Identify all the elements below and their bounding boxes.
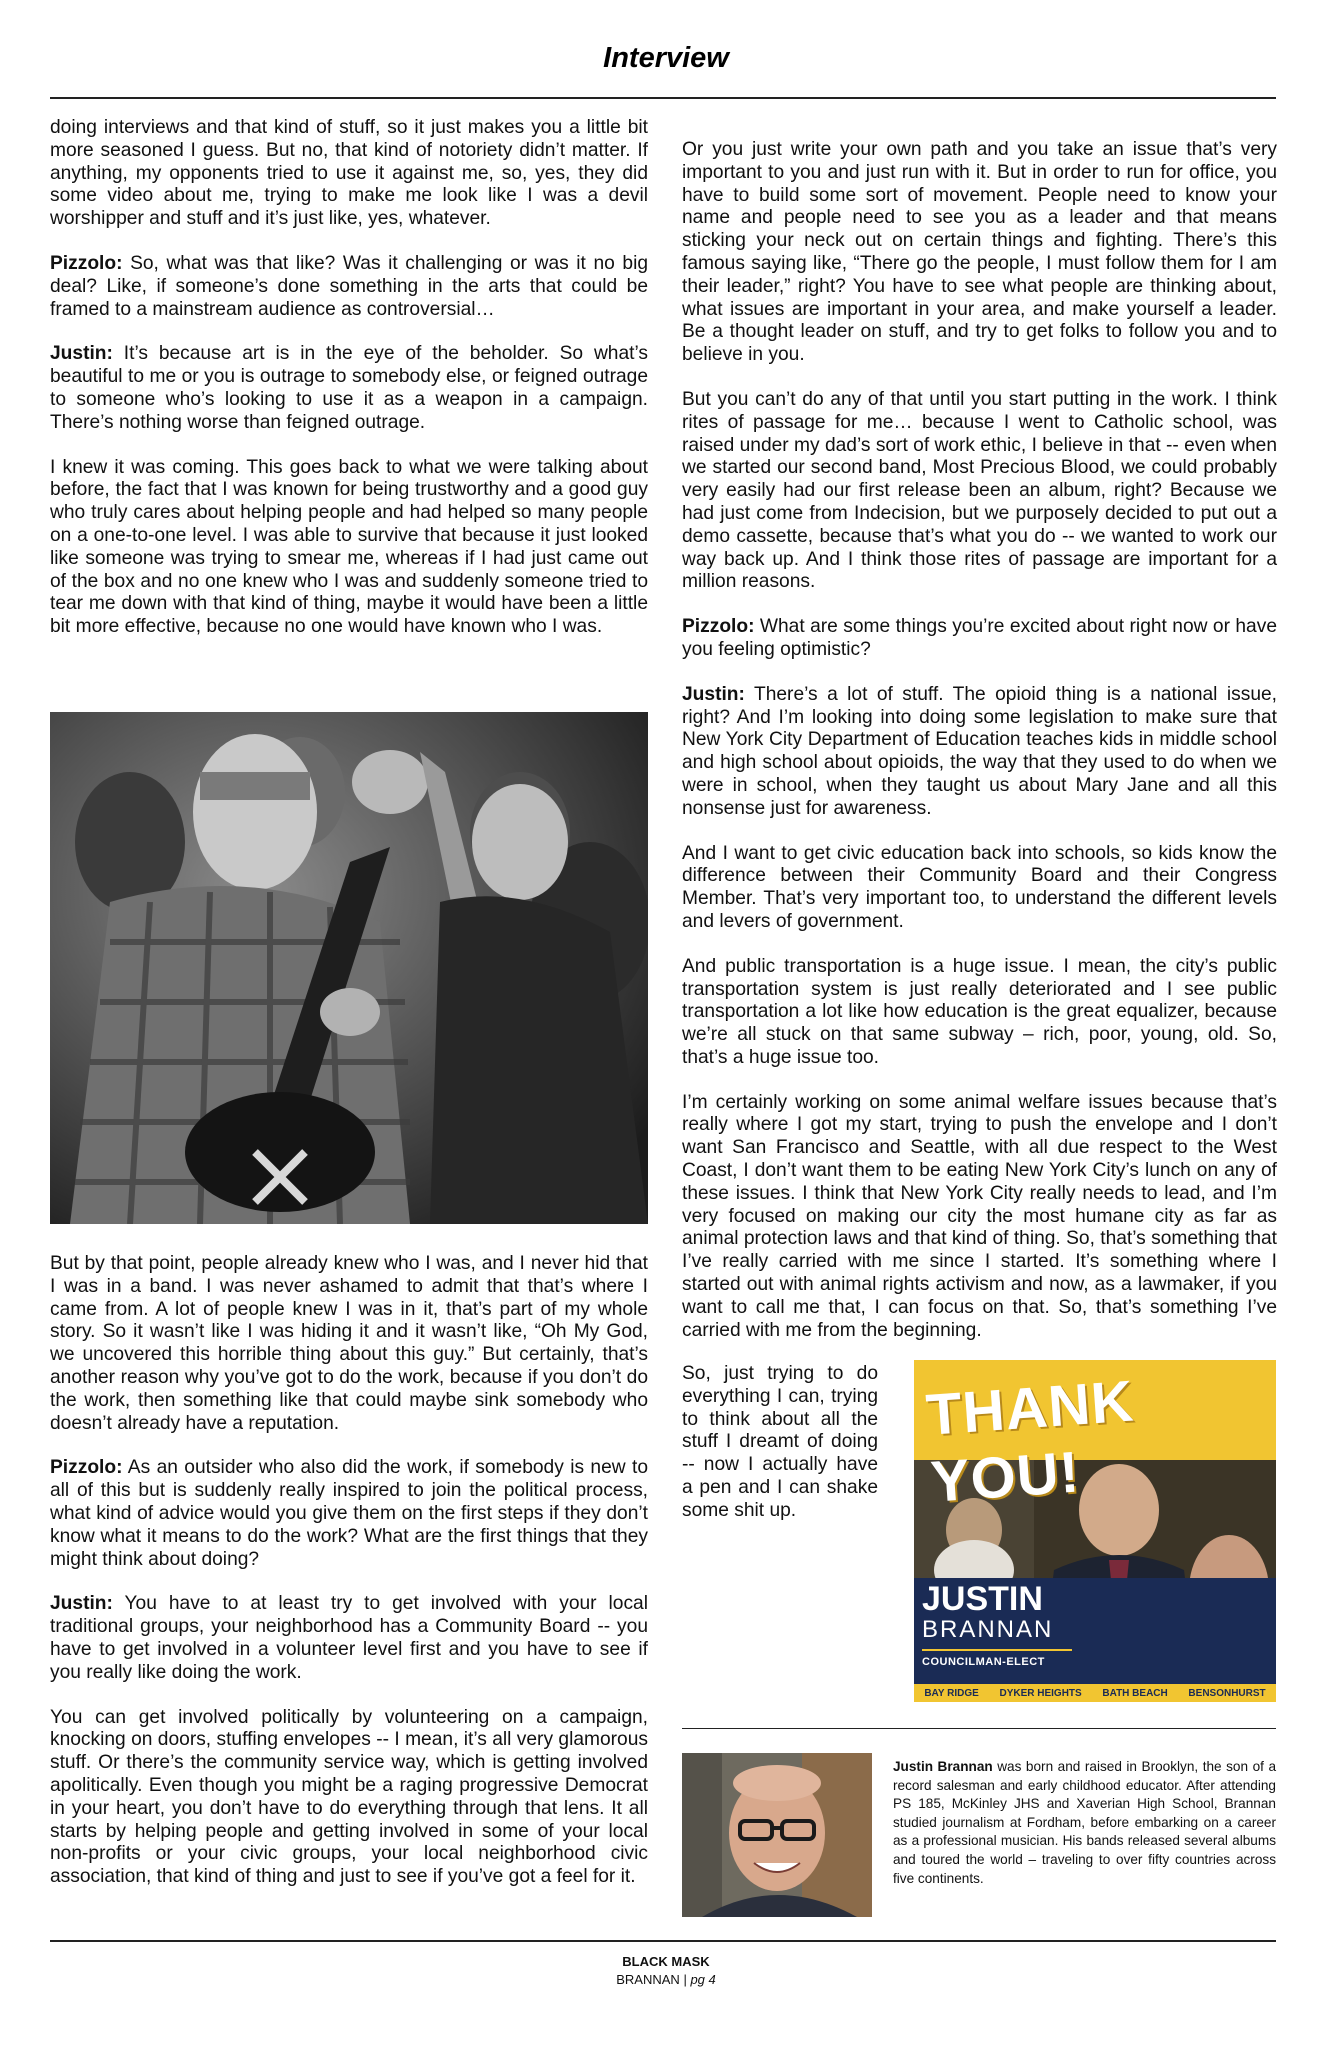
speaker-label: Justin:	[50, 1593, 113, 1615]
footer-separator: |	[683, 1972, 687, 1987]
poster-headline: THANK YOU!	[924, 1368, 1137, 1515]
author-bio	[893, 1758, 1276, 1888]
right-column	[682, 139, 1277, 1364]
paragraph: Justin: There’s a lot of stuff. The opioid thing is a national issue, right? And I’m looking into doing some legislation to make sure that New York City Department of Education teaches kids in middle school and high school about opioids, the way that they used to do when we were in school, when they taught us about Mary Jane and all this nonsense just for awareness.	[682, 683, 1277, 819]
footer-subject: BRANNAN	[616, 1972, 680, 1987]
header-rule	[50, 97, 1276, 99]
neighborhood-label: BAY RIDGE	[924, 1687, 979, 1699]
left-column-top	[50, 117, 648, 661]
footer-magazine-name: BLACK MASK	[622, 1954, 710, 1969]
left-column-bottom	[50, 1253, 648, 1911]
section-title: Interview	[603, 42, 729, 74]
paragraph: I knew it was coming. This goes back to what we were talking about before, the fact that I was known for being trustworthy and a good guy who truly cares about helping people and had helped so many people on a one-to-one level. I was able to survive that because it just looked like someone was trying to smear me, whereas if I had just came out of the box and no one knew who I was and suddenly someone tried to tear me down with that kind of thing, maybe it would have been a little bit more effective, because no one would have known who I was.	[50, 456, 648, 638]
paragraph: But you can’t do any of that until you start putting in the work. I think rites of passage for me… because I went to Catholic school, was raised under my dad’s sort of work ethic, I believe in that -- even when we started our second band, Most Precious Blood, we could probably very easily had our first release been an album, right? Because we had just come from Indecision, but we purposely decided to put out a demo cassette, because that’s what you do -- we wanted to work our way back up. And I think those rites of passage are important for a million reasons.	[682, 388, 1277, 593]
bio-rule	[682, 1728, 1276, 1729]
paragraph: And I want to get civic education back into schools, so kids know the difference between their Community Board and their Congress Member. That’s very important too, to understand the different levels and levers of government.	[682, 842, 1277, 932]
neighborhood-label: BENSONHURST	[1188, 1687, 1266, 1699]
neighborhood-label: DYKER HEIGHTS	[999, 1687, 1082, 1699]
paragraph: Justin: You have to at least try to get involved with your local traditional groups, your neighborhood has a Community Board -- you have to get involved in a volunteer level first and you have to see if you really like doing the work.	[50, 1593, 648, 1683]
footer-page-info	[0, 1972, 1332, 1987]
poster-role: COUNCILMAN-ELECT	[922, 1656, 1045, 1668]
thank-you-poster	[914, 1360, 1276, 1702]
poster-last-name: BRANNAN	[922, 1616, 1054, 1643]
speaker-label: Justin:	[682, 683, 745, 705]
concert-photo	[50, 712, 648, 1224]
paragraph: And public transportation is a huge issue. I mean, the city’s public transportation system is just really deteriorated and I see public transportation a lot like how education is the great equalizer, because we’re all stuck on that same subway – rich, poor, young, old. So, that’s a huge issue too.	[682, 955, 1277, 1068]
paragraph: Or you just write your own path and you take an issue that’s very important to you and just run with it. But in order to run for office, you have to build some sort of movement. People need to know your name and people need to see you as a leader and that means sticking your neck out on certain things and fighting. There’s this famous saying like, “There go the people, I must follow them for I am their leader,” right? You have to see what people are thinking about, what issues are important in your area, and make yourself a leader. Be a thought leader on stuff, and try to get folks to follow you and to believe in you.	[682, 139, 1277, 366]
paragraph: doing interviews and that kind of stuff, so it just makes you a little bit more seasoned I guess. But no, that kind of notoriety didn’t matter. If anything, my opponents tried to use it against me, so, yes, they did some video about me, trying to make me look like I was a devil worshipper and stuff and it’s just like, yes, whatever.	[50, 117, 648, 230]
bio-body: was born and raised in Brooklyn, the son of a record salesman and early childhood educator. After attending PS 185, McKinley JHS and Xaverian High School, Brannan studied journalism at Fordham, before embarking on a career as a professional musician. His bands released several albums and toured the world – traveling to over fifty countries across five continents.	[893, 1759, 1276, 1886]
bio-name: Justin Brannan	[893, 1759, 993, 1774]
footer-rule	[50, 1940, 1276, 1942]
closing-paragraph: So, just trying to do everything I can, trying to think about all the stuff I dreamt of doing -- now I actually have a pen and I can shake some shit up.	[682, 1363, 878, 1521]
poster-divider	[922, 1649, 1072, 1651]
headshot-photo	[682, 1753, 872, 1917]
footer-page-number: pg 4	[690, 1972, 716, 1987]
speaker-label: Pizzolo:	[50, 1457, 123, 1479]
paragraph: Justin: It’s because art is in the eye of the beholder. So what’s beautiful to me or you is outrage to somebody else, or feigned outrage to someone who’s looking to use it as a weapon in a campaign. There’s nothing worse than feigned outrage.	[50, 343, 648, 433]
speaker-label: Justin:	[50, 343, 113, 365]
poster-neighborhoods	[914, 1684, 1276, 1702]
paragraph: Pizzolo: As an outsider who also did the work, if somebody is new to all of this but is suddenly really inspired to join the political process, what kind of advice would you give them on the first steps if they don’t know what it means to do the work? What are the first things that they might think about doing?	[50, 1457, 648, 1570]
neighborhood-label: BATH BEACH	[1102, 1687, 1168, 1699]
paragraph: I’m certainly working on some animal welfare issues because that’s really where I got my start, trying to push the envelope and I don’t want San Francisco and Seattle, with all due respect to the West Coast, I don’t want them to be eating New York City’s lunch on any of these issues. I think that New York City really needs to lead, and I’m very focused on making our city the most humane city as far as animal protection laws and that kind of thing. So, that’s something that I’ve really carried with me since I started. It’s something where I started out with animal rights activism and now, as a lawmaker, if you want to call me that, I can focus on that. So, that’s something I’ve carried with me from the beginning.	[682, 1091, 1277, 1341]
speaker-label: Pizzolo:	[682, 616, 755, 638]
paragraph: Pizzolo: So, what was that like? Was it challenging or was it no big deal? Like, if someone’s done something in the arts that could be framed to a mainstream audience as controversial…	[50, 252, 648, 320]
paragraph: Pizzolo: What are some things you’re excited about right now or have you feeling optimistic?	[682, 616, 1277, 660]
paragraph: You can get involved politically by volunteering on a campaign, knocking on doors, stuffing envelopes -- I mean, it’s all very glamorous stuff. Or there’s the community service way, which is getting involved apolitically. Even though you might be a raging progressive Democrat in your heart, you don’t have to do everything through that lens. It all starts by helping people and getting involved in some of your local non-profits or your civic groups, your local neighborhood civic association, that kind of thing and just to see if you’ve got a feel for it.	[50, 1706, 648, 1888]
paragraph: But by that point, people already knew who I was, and I never hid that I was in a band. I was never ashamed to admit that that’s where I came from. A lot of people knew I was in it, that’s part of my whole story. So it wasn’t like I was hiding it and it wasn’t like, “Oh My God, we uncovered this horrible thing about this guy.” But certainly, that’s another reason why you’ve got to do the work, because if you don’t do the work, then something like that could maybe sink somebody who doesn’t already have a reputation.	[50, 1253, 648, 1434]
speaker-label: Pizzolo:	[50, 252, 123, 274]
poster-first-name: JUSTIN	[922, 1580, 1043, 1618]
